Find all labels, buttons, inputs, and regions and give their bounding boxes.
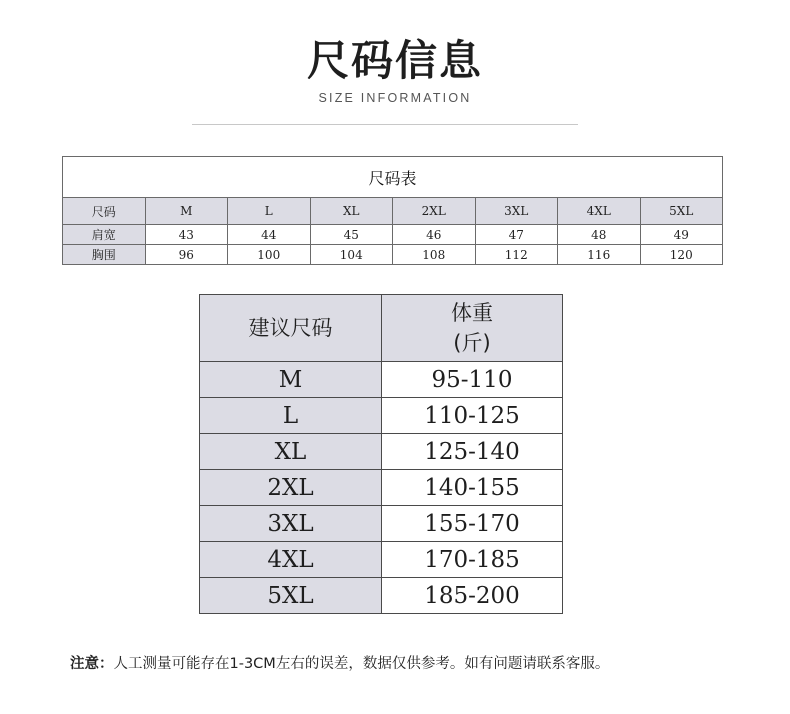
weight-table-weight: 155-170 — [382, 506, 563, 542]
size-chart-size-header: M — [145, 198, 228, 225]
size-chart-size-header: XL — [310, 198, 393, 225]
weight-table-weight: 125-140 — [382, 434, 563, 470]
size-chart-cell: 43 — [145, 225, 228, 245]
size-chart-cell: 44 — [228, 225, 311, 245]
size-chart-cell: 116 — [558, 245, 641, 265]
weight-table-size: XL — [200, 434, 382, 470]
note-label: 注意： — [70, 656, 114, 672]
weight-header-line1: 体重 — [451, 301, 493, 325]
weight-table-size: 4XL — [200, 542, 382, 578]
size-chart-cell: 47 — [475, 225, 558, 245]
size-chart-row-label: 胸围 — [63, 245, 146, 265]
size-chart-cell: 49 — [640, 225, 723, 245]
size-chart-cell: 108 — [393, 245, 476, 265]
size-chart-cell: 100 — [228, 245, 311, 265]
weight-table-size: 5XL — [200, 578, 382, 614]
weight-table-size: 2XL — [200, 470, 382, 506]
size-chart-size-header: 4XL — [558, 198, 641, 225]
weight-table-weight: 170-185 — [382, 542, 563, 578]
size-chart-row-label: 肩宽 — [63, 225, 146, 245]
size-chart-size-header: 2XL — [393, 198, 476, 225]
page-title: 尺码信息 — [306, 36, 483, 85]
weight-table-row — [200, 578, 563, 614]
weight-table-weight: 110-125 — [382, 398, 563, 434]
weight-table-header-size: 建议尺码 — [200, 295, 382, 362]
size-chart-size-header: L — [228, 198, 311, 225]
page-subtitle: SIZE INFORMATION — [318, 91, 472, 105]
weight-table-row — [200, 362, 563, 398]
weight-table-size: M — [200, 362, 382, 398]
size-chart-cell: 120 — [640, 245, 723, 265]
size-chart-cell: 46 — [393, 225, 476, 245]
weight-table-header-weight — [382, 295, 563, 362]
measurement-note — [70, 652, 770, 673]
weight-recommendation-table — [199, 294, 563, 614]
note-text: 人工测量可能存在1-3CM左右的误差，数据仅供参考。如有问题请联系客服。 — [113, 656, 610, 672]
weight-table-header-row — [200, 295, 563, 362]
weight-table-size: 3XL — [200, 506, 382, 542]
weight-table-row — [200, 398, 563, 434]
weight-table-row — [200, 434, 563, 470]
weight-table-row — [200, 542, 563, 578]
weight-table-size: L — [200, 398, 382, 434]
size-chart-cell: 112 — [475, 245, 558, 265]
size-chart-row-chest — [63, 245, 723, 265]
size-chart-table — [62, 156, 723, 265]
size-chart-caption: 尺码表 — [63, 157, 723, 198]
size-chart-cell: 48 — [558, 225, 641, 245]
size-chart-cell: 45 — [310, 225, 393, 245]
title-divider — [192, 124, 578, 125]
size-chart-row-shoulder — [63, 225, 723, 245]
weight-table-row — [200, 470, 563, 506]
size-chart-header-row — [63, 198, 723, 225]
size-chart-cell: 96 — [145, 245, 228, 265]
weight-table-weight: 185-200 — [382, 578, 563, 614]
weight-table-weight: 95-110 — [382, 362, 563, 398]
size-chart-row-label-header: 尺码 — [63, 198, 146, 225]
weight-header-line2: (斤) — [453, 331, 491, 355]
size-chart-size-header: 5XL — [640, 198, 723, 225]
size-chart-cell: 104 — [310, 245, 393, 265]
weight-table-row — [200, 506, 563, 542]
weight-table-weight: 140-155 — [382, 470, 563, 506]
size-chart-size-header: 3XL — [475, 198, 558, 225]
